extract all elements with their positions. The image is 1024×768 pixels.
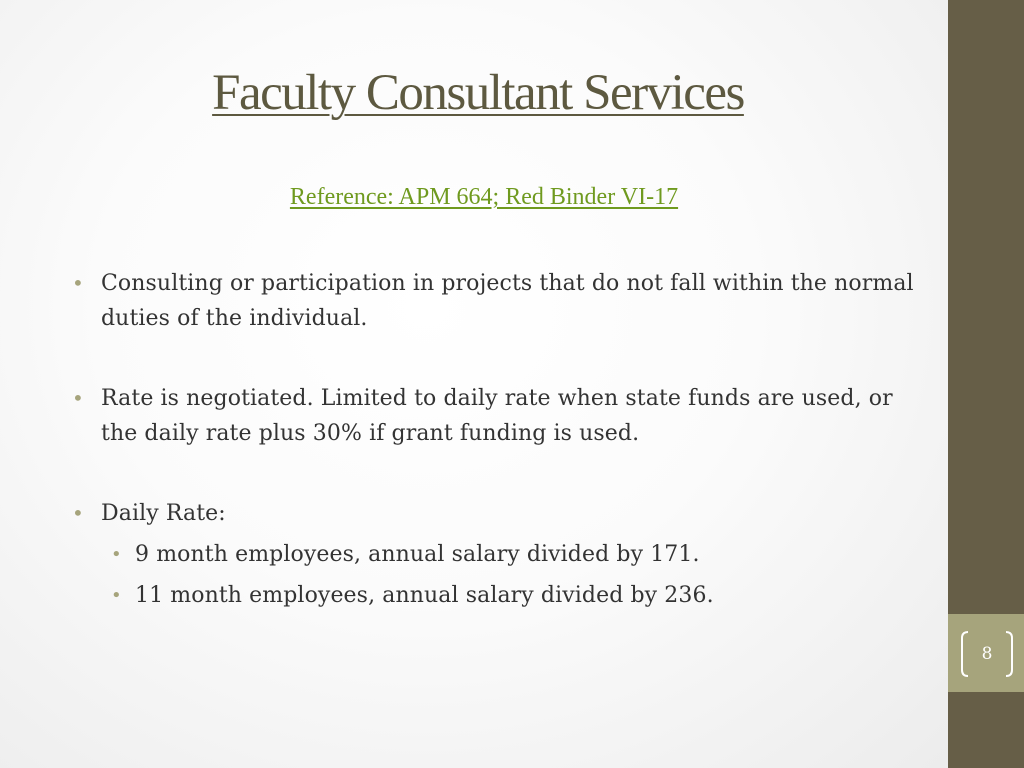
page-number-frame (958, 630, 1016, 678)
sub-bullet-dot-icon: • (111, 544, 122, 565)
bullet-item-consulting (72, 266, 932, 336)
sub-bullet-9-month (101, 537, 932, 572)
reference-link[interactable]: Reference: APM 664; Red Binder VI-17 (289, 184, 679, 210)
bullet-dot-icon: • (72, 386, 84, 410)
bullet-item-daily-rate (72, 496, 932, 613)
sub-bullet-11-month (101, 578, 932, 613)
bullet-text: Daily Rate: (101, 501, 226, 526)
sub-bullet-text: 11 month employees, annual salary divided by 236. (135, 583, 714, 608)
bullet-dot-icon: • (72, 501, 84, 525)
bullet-dot-icon: • (72, 271, 84, 295)
bullet-item-rate (72, 381, 932, 451)
bullet-text: Rate is negotiated. Limited to daily rate when state funds are used, or the daily rate plus 30% if grant funding is used. (101, 386, 893, 446)
bullet-list (72, 266, 932, 613)
page-number: 8 (981, 644, 993, 664)
slide-title: Faculty Consultant Services (212, 65, 744, 121)
sub-bullet-list (101, 537, 932, 613)
sub-bullet-dot-icon: • (111, 585, 122, 606)
sub-bullet-text: 9 month employees, annual salary divided by 171. (135, 542, 700, 567)
bullet-text: Consulting or participation in projects that do not fall within the normal duties of the individual. (101, 271, 914, 331)
